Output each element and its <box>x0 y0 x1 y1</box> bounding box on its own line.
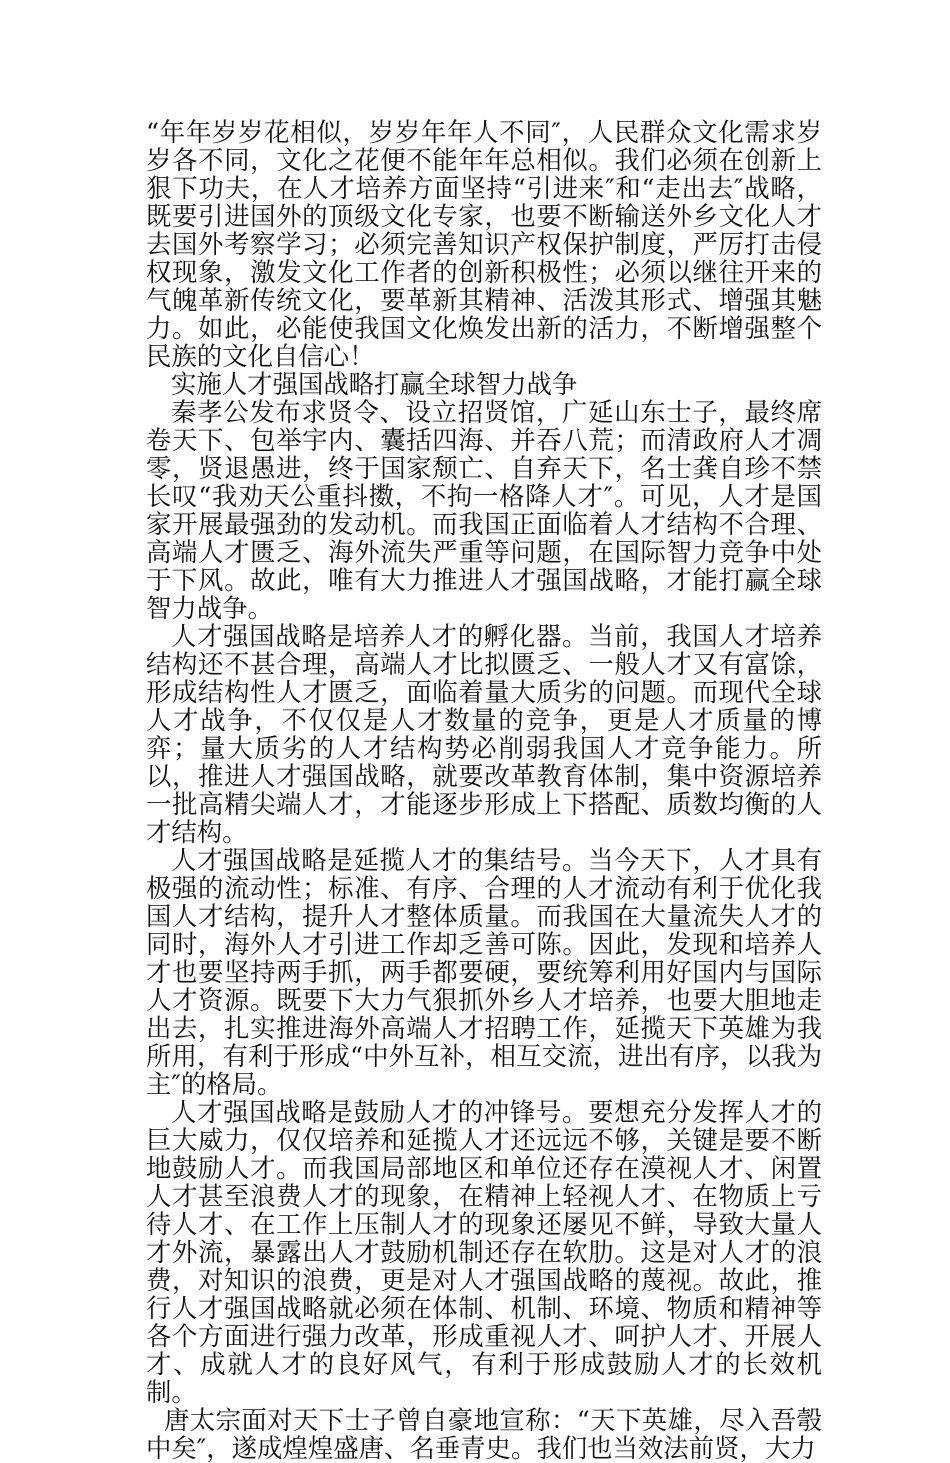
paragraph-rallying-call: 人才强国战略是延揽人才的集结号。当今天下，人才具有极强的流动性；标准、有序、合理的人才流动有利于优化我国人才结构，提升人才整体质量。而我国在大量流失人才的同时，海外人才引进工作却乏善可陈。因此，发现和培养人才也要坚持两手抓，两手都要硬，要统筹利用好国内与国际人才资源。既要下大力气狠抓外乡人才培养，也要大胆地走出去，扎实推进海外高端人才招聘工作，延揽天下英雄为我所用，有利于形成“中外互补，相互交流，进出有序，以我为主″的格局。 <box>146 845 822 1099</box>
essay-title: 实施人才强国战略打赢全球智力战争 <box>171 369 578 399</box>
paragraph-intro: 秦孝公发布求贤令、设立招贤馆，广延山东士子，最终席卷天下、包举宇内、囊括四海、并吞八荒；而清政府人才凋零，贤退愚进，终于国家颓亡、自弃天下，名士龚自珍不禁长叹“我劝天公重抖擞，不拘一格降人才″。可见，人才是国家开展最强劲的发动机。而我国正面临着人才结构不合理、高端人才匮乏、海外流失严重等问题，在国际智力竞争中处于下风。故此，唯有大力推进人才强国战略，才能打赢全球智力战争。 <box>146 397 822 623</box>
document-body <box>146 118 822 1462</box>
paragraph-charge-call: 人才强国战略是鼓励人才的冲锋号。要想充分发挥人才的巨大威力，仅仅培养和延揽人才还远远不够，关键是要不断地鼓励人才。而我国局部地区和单位还存在漠视人才、闲置人才甚至浪费人才的现象，在精神上轻视人才、在物质上亏待人才、在工作上压制人才的现象还屡见不鲜，导致大量人才外流，暴露出人才鼓励机制还存在软肋。这是对人才的浪费，对知识的浪费，更是对人才强国战略的蔑视。故此，推行人才强国战略就必须在体制、机制、环境、物质和精神等各个方面进行强力改革，形成重视人才、呵护人才、开展人才、成就人才的良好风气，有利于形成鼓励人才的长效机制。 <box>146 1097 822 1407</box>
paragraph-incubator: 人才强国战略是培养人才的孵化器。当前，我国人才培养结构还不甚合理，高端人才比拟匮乏、一般人才又有富馀，形成结构性人才匮乏，面临着量大质劣的问题。而现代全球人才战争，不仅仅是人才数量的竞争，更是人才质量的博弈；量大质劣的人才结构势必削弱我国人才竞争能力。所以，推进人才强国战略，就要改革教育体制，集中资源培养一批高精尖端人才，才能逐步形成上下搭配、质数均衡的人才结构。 <box>146 621 822 847</box>
paragraph-culture-conclusion: “年年岁岁花相似，岁岁年年人不同″，人民群众文化需求岁岁各不同，文化之花便不能年年总相似。我们必须在创新上狠下功夫，在人才培养方面坚持“引进来″和“走出去″战略，既要引进国外的顶级文化专家，也要不断输送外乡文化人才去国外考察学习；必须完善知识产权保护制度，严厉打击侵权现象，激发文化工作者的创新积极性；必须以继往开来的气魄革新传统文化，要革新其精神、活泼其形式、增强其魅力。如此，必能使我国文化焕发出新的活力，不断增强整个民族的文化自信心！ <box>146 117 822 371</box>
paragraph-tang-taizong: 唐太宗面对天下士子曾自豪地宣称：“天下英雄，尽入吾彀中矣″，遂成煌煌盛唐、名垂青史。我们也当效法前贤，大力 <box>146 1405 822 1463</box>
